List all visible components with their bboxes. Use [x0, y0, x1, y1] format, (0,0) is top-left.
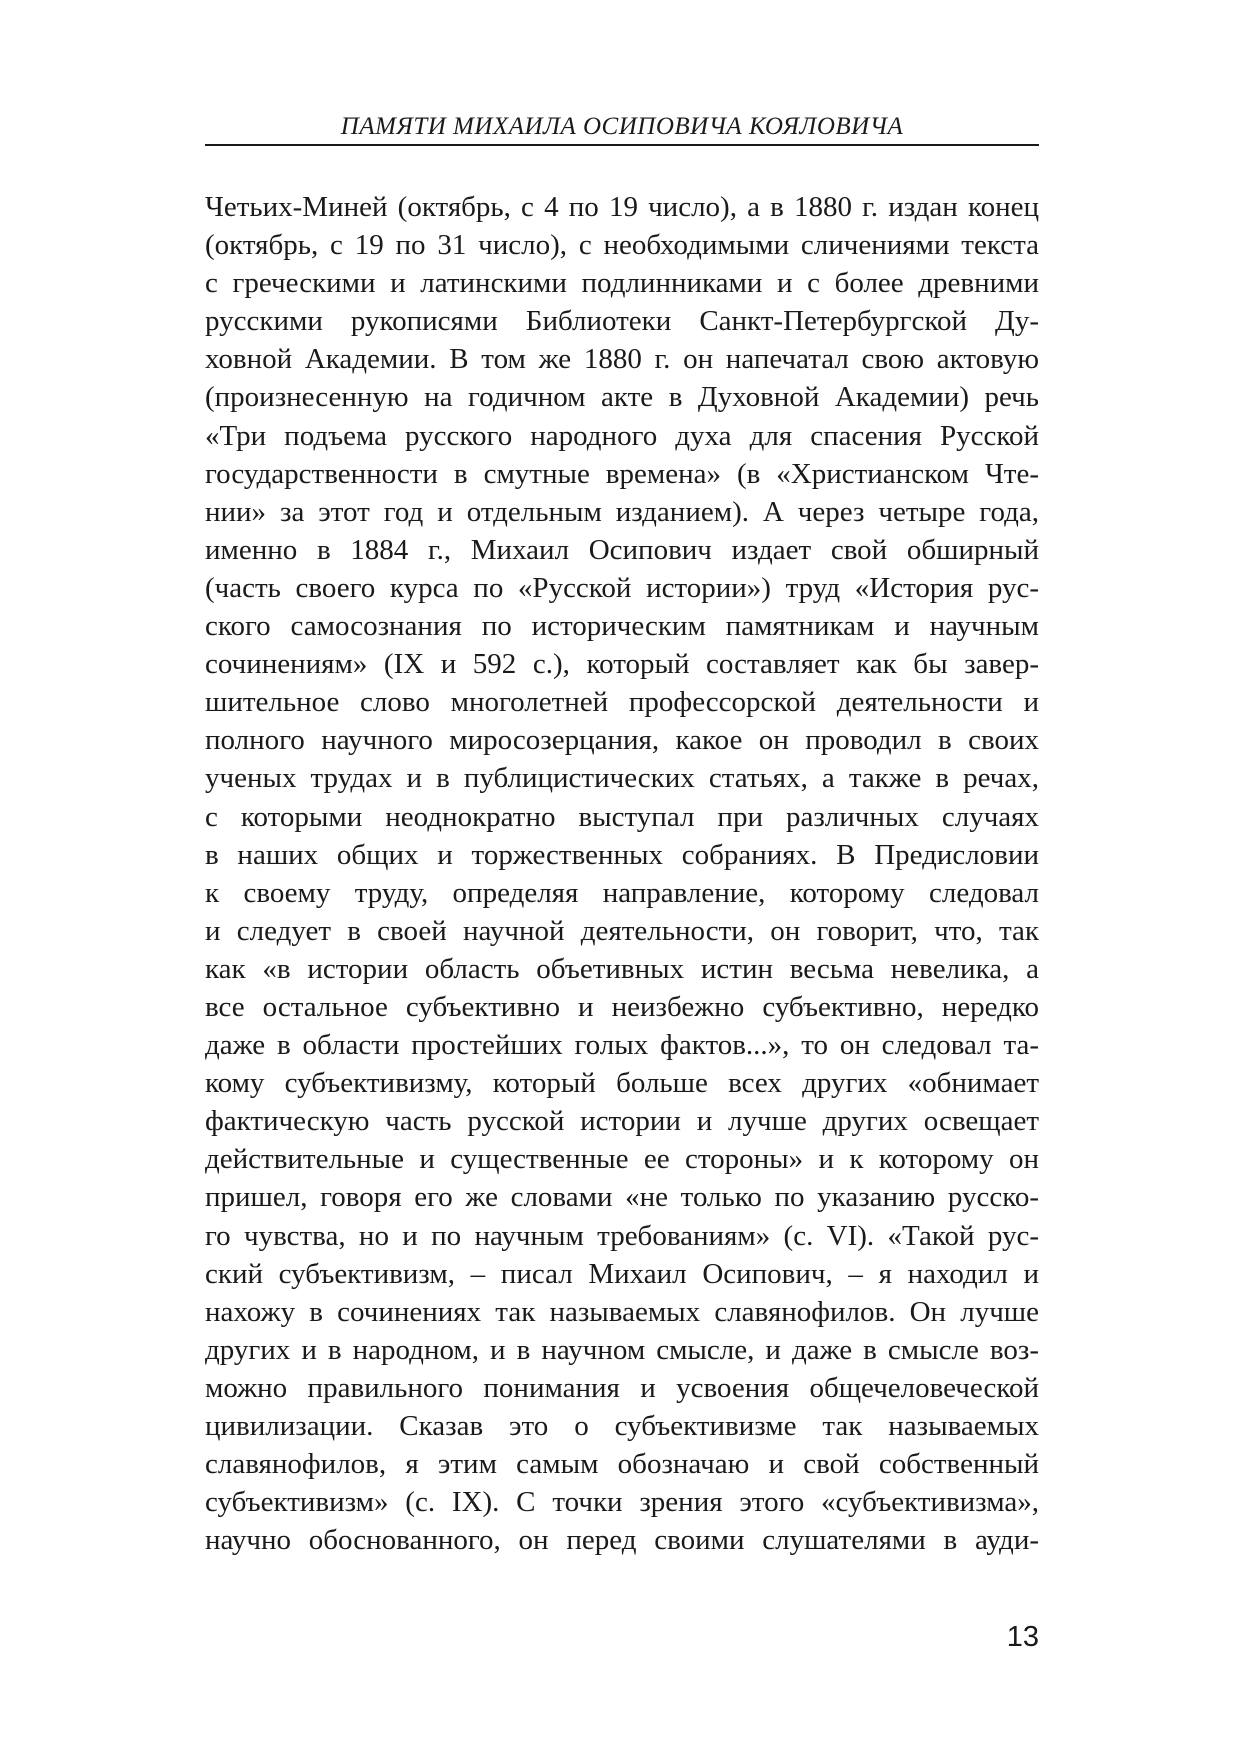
text-line: ский субъективизм, – писал Михаил Осипович, – я находил и — [205, 1257, 1039, 1290]
text-line: можно правильного понимания и усвоения общечеловеческой — [205, 1371, 1039, 1404]
text-line: все остальное субъективно и неизбежно субъективно, нередко — [205, 990, 1039, 1023]
text-line: русскими рукописями Библиотеки Санкт-Петербургской Ду- — [205, 305, 1039, 338]
page-number: 13 — [1006, 1621, 1039, 1653]
text-line: в наших общих и торжественных собраниях. В Предисловии — [205, 838, 1039, 871]
text-line: славянофилов, я этим самым обозначаю и свой собственный — [205, 1448, 1039, 1481]
text-line: пришел, говоря его же словами «не только по указанию русско- — [205, 1181, 1039, 1214]
text-line: шительное слово многолетней профессорской деятельности и — [205, 686, 1039, 719]
text-line: го чувства, но и по научным требованиям» (с. VI). «Такой рус- — [205, 1219, 1039, 1252]
text-line: «Три подъема русского народного духа для спасения Русской — [205, 419, 1039, 452]
text-line: (произнесенную на годичном акте в Духовной Академии) речь — [205, 381, 1039, 414]
text-line: ского самосознания по историческим памятникам и научным — [205, 610, 1039, 643]
text-line: как «в истории область объетивных истин весьма невелика, а — [205, 952, 1039, 985]
text-line: научно обоснованного, он перед своими слушателями в ауди- — [205, 1524, 1039, 1557]
text-line: (октябрь, с 19 по 31 число), с необходимыми сличениями текста — [205, 229, 1039, 262]
body-text — [205, 188, 1039, 1559]
text-line: именно в 1884 г., Михаил Осипович издает свой обширный — [205, 533, 1039, 566]
running-head-title: ПАМЯТИ МИХАИЛА ОСИПОВИЧА КОЯЛОВИЧА — [340, 113, 904, 140]
text-line: цивилизации. Сказав это о субъективизме так называемых — [205, 1410, 1039, 1442]
text-line: нии» за этот год и отдельным изданием). А через четыре года, — [205, 495, 1039, 528]
header-divider — [205, 144, 1039, 146]
text-line: и следует в своей научной деятельности, он говорит, что, так — [205, 914, 1039, 947]
text-line: ученых трудах и в публицистических статьях, а также в речах, — [205, 762, 1039, 795]
text-line: сочинениям» (IX и 592 с.), который составляет как бы завер- — [205, 648, 1039, 681]
text-line: ховной Академии. В том же 1880 г. он напечатал свою актовую — [205, 343, 1039, 376]
text-line: государственности в смутные времена» (в «Христианском Чте- — [205, 457, 1039, 490]
text-line: действительные и существенные ее стороны» и к которому он — [205, 1143, 1039, 1176]
text-line: нахожу в сочинениях так называемых славянофилов. Он лучше — [205, 1295, 1039, 1328]
text-line: Четьих-Миней (октябрь, с 4 по 19 число), а в 1880 г. издан конец — [205, 191, 1039, 223]
text-line: даже в области простейших голых фактов...», то он следовал та- — [205, 1029, 1039, 1062]
text-line: с греческими и латинскими подлинниками и с более древними — [205, 267, 1039, 300]
text-line: фактическую часть русской истории и лучше других освещает — [205, 1105, 1039, 1138]
text-line: (часть своего курса по «Русской истории») труд «История рус- — [205, 571, 1039, 604]
text-line: других и в народном, и в научном смысле, и даже в смысле воз- — [205, 1333, 1039, 1366]
text-line: кому субъективизму, который больше всех других «обнимает — [205, 1067, 1039, 1100]
text-line: к своему труду, определяя направление, которому следовал — [205, 876, 1039, 909]
text-line: с которыми неоднократно выступал при различных случаях — [205, 800, 1039, 833]
text-line: полного научного миросозерцания, какое он проводил в своих — [205, 724, 1039, 757]
text-line: субъективизм» (с. IX). С точки зрения этого «субъективизма», — [205, 1486, 1039, 1519]
